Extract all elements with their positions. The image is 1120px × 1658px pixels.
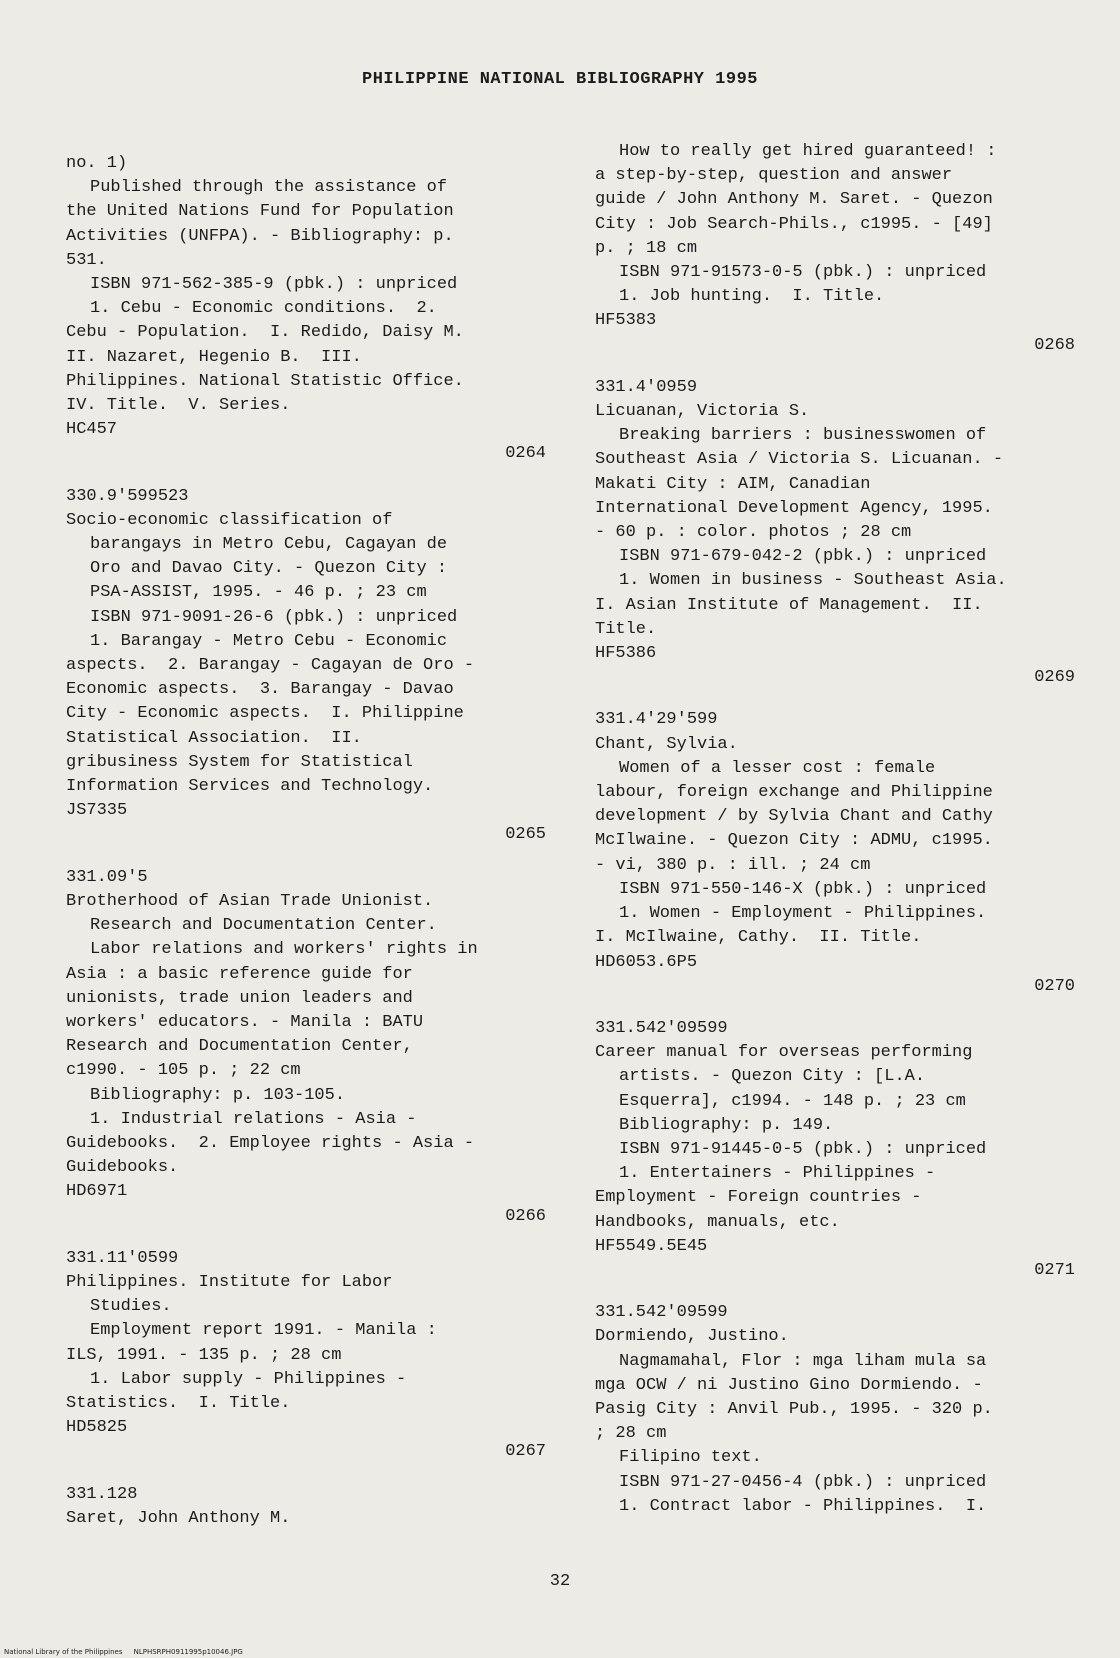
entry-line: ; 28 cm (595, 1424, 667, 1444)
bibliographic-entry (595, 140, 1075, 358)
entry-line: Information Services and Technology. (66, 777, 434, 797)
entry-line: Nagmamahal, Flor : mga liham mula sa (619, 1351, 987, 1371)
entry-line: IV. Title. V. Series. (66, 396, 291, 416)
record-number: 0269 (1034, 668, 1075, 688)
entry-line: Research and Documentation Center, (66, 1037, 413, 1057)
entry-line: Southeast Asia / Victoria S. Licuanan. - (595, 450, 1004, 470)
entry-line: 331.128 (66, 1484, 138, 1504)
entry-line: - 60 p. : color. photos ; 28 cm (595, 523, 912, 543)
entry-line: Employment - Foreign countries - (595, 1188, 922, 1208)
entry-line: 331.11'0599 (66, 1248, 179, 1268)
entry-line: guide / John Anthony M. Saret. - Quezon (595, 190, 993, 210)
entry-line: Statistical Association. II. (66, 728, 362, 748)
bibliographic-entry (66, 866, 546, 1229)
entry-line: Socio-economic classification of (66, 510, 393, 530)
entry-line: HF5383 (595, 311, 657, 331)
entry-line: gribusiness System for Statistical (66, 752, 413, 772)
entry-line: Bibliography: p. 103-105. (90, 1085, 346, 1105)
entry-line: ISBN 971-550-146-X (pbk.) : unpriced (619, 879, 987, 899)
entry-line: Handbooks, manuals, etc. (595, 1212, 840, 1232)
entry-line: ILS, 1991. - 135 p. ; 28 cm (66, 1345, 342, 1365)
entry-line: the United Nations Fund for Population (66, 202, 454, 222)
entry-line: Title. (595, 619, 657, 639)
entry-line: Employment report 1991. - Manila : (90, 1321, 437, 1341)
entry-line: Career manual for overseas performing (595, 1043, 973, 1063)
entry-line: Published through the assistance of (90, 178, 448, 198)
left-column (66, 152, 546, 1549)
entry-line: Philippines. National Statistic Office. (66, 371, 464, 391)
entry-line: ISBN 971-9091-26-6 (pbk.) : unpriced (90, 607, 458, 627)
record-number: 0266 (505, 1206, 546, 1226)
entry-line: Licuanan, Victoria S. (595, 402, 810, 422)
entry-line: 331.4'0959 (595, 377, 698, 397)
entry-line: development / by Sylvia Chant and Cathy (595, 807, 993, 827)
bibliographic-entry (595, 708, 1075, 998)
entry-line: no. 1) (66, 154, 128, 173)
entry-line: ISBN 971-91445-0-5 (pbk.) : unpriced (619, 1139, 987, 1159)
entry-line: aspects. 2. Barangay - Cagayan de Oro - (66, 656, 475, 676)
entry-line: labour, foreign exchange and Philippine (595, 783, 993, 803)
entry-line: 1. Contract labor - Philippines. I. (619, 1496, 987, 1516)
entry-line: 1. Women - Employment - Philippines. (619, 904, 987, 924)
entry-line: I. McIlwaine, Cathy. II. Title. (595, 928, 922, 948)
entry-line: Dormiendo, Justino. (595, 1327, 789, 1347)
entry-line: 1. Women in business - Southeast Asia. (619, 571, 1007, 591)
record-number: 0264 (505, 444, 546, 464)
record-number: 0265 (505, 825, 546, 845)
record-number: 0267 (505, 1442, 546, 1462)
entry-line: workers' educators. - Manila : BATU (66, 1012, 424, 1032)
entry-line: 1. Entertainers - Philippines - (619, 1164, 936, 1184)
entry-line: c1990. - 105 p. ; 22 cm (66, 1061, 301, 1081)
entry-line: Philippines. Institute for Labor (66, 1272, 393, 1292)
entry-line: Chant, Sylvia. (595, 734, 738, 754)
entry-line: HD5825 (66, 1418, 128, 1438)
entry-line: City - Economic aspects. I. Philippine (66, 704, 464, 724)
entry-line: 1. Industrial relations - Asia - (90, 1109, 417, 1129)
record-number: 0270 (1034, 976, 1075, 996)
entry-line: mga OCW / ni Justino Gino Dormiendo. - (595, 1375, 983, 1395)
entry-line: a step-by-step, question and answer (595, 166, 953, 186)
entry-line: Activities (UNFPA). - Bibliography: p. (66, 226, 454, 246)
entry-line: Cebu - Population. I. Redido, Daisy M. (66, 323, 464, 343)
entry-line: Economic aspects. 3. Barangay - Davao (66, 680, 454, 700)
bibliographic-entry (66, 1247, 546, 1465)
entry-line: Brotherhood of Asian Trade Unionist. (66, 891, 434, 911)
entry-line: 1. Job hunting. I. Title. (619, 287, 885, 307)
entry-line: HC457 (66, 420, 118, 440)
entry-line: 331.542'09599 (595, 1018, 728, 1038)
entry-line: ISBN 971-91573-0-5 (pbk.) : unpriced (619, 263, 987, 283)
page-number: 32 (549, 1572, 571, 1591)
entry-line: I. Asian Institute of Management. II. (595, 595, 983, 615)
entry-line: Statistics. I. Title. (66, 1393, 291, 1413)
entry-line: Research and Documentation Center. (90, 916, 437, 936)
entry-line: Guidebooks. 2. Employee rights - Asia - (66, 1133, 475, 1153)
entry-line: HF5549.5E45 (595, 1236, 708, 1256)
entry-line: 330.9'599523 (66, 486, 189, 506)
entry-line: Women of a lesser cost : female (619, 758, 936, 778)
entry-line: International Development Agency, 1995. (595, 498, 993, 518)
entry-line: Saret, John Anthony M. (66, 1508, 291, 1528)
bibliographic-entry (595, 1017, 1075, 1283)
entry-line: City : Job Search-Phils., c1995. - [49] (595, 214, 993, 234)
entry-line: Oro and Davao City. - Quezon City : (90, 559, 448, 579)
entry-line: 331.4'29'599 (595, 710, 718, 730)
entry-line: unionists, trade union leaders and (66, 988, 413, 1008)
entry-line: barangays in Metro Cebu, Cagayan de (90, 535, 448, 555)
entry-line: 531. (66, 250, 107, 270)
entry-line: 1. Barangay - Metro Cebu - Economic (90, 631, 448, 651)
entry-line: Breaking barriers : businesswomen of (619, 426, 987, 446)
bibliographic-entry (595, 1301, 1075, 1519)
page-header: PHILIPPINE NATIONAL BIBLIOGRAPHY 1995 (362, 70, 758, 89)
bibliographic-entry (66, 1483, 546, 1531)
entry-line: - vi, 380 p. : ill. ; 24 cm (595, 855, 871, 875)
record-number: 0268 (1034, 335, 1075, 355)
entry-line: HF5386 (595, 644, 657, 664)
entry-line: JS7335 (66, 801, 128, 821)
entry-line: HD6053.6P5 (595, 952, 698, 972)
entry-line: p. ; 18 cm (595, 238, 698, 258)
entry-line: McIlwaine. - Quezon City : ADMU, c1995. (595, 831, 993, 851)
entry-line: 331.09'5 (66, 867, 148, 887)
entry-line: ISBN 971-679-042-2 (pbk.) : unpriced (619, 547, 987, 567)
scan-footer: National Library of the Philippines NLPHSRPH0911995p10046.JPG (4, 1648, 243, 1656)
entry-line: Guidebooks. (66, 1158, 179, 1178)
entry-line: 1. Labor supply - Philippines - (90, 1369, 407, 1389)
entry-line: ISBN 971-27-0456-4 (pbk.) : unpriced (619, 1472, 987, 1492)
bibliographic-entry (66, 485, 546, 848)
bibliographic-entry (595, 376, 1075, 691)
entry-line: Studies. (90, 1297, 172, 1317)
entry-line: How to really get hired guaranteed! : (619, 142, 997, 161)
bibliographic-entry (66, 152, 546, 467)
entry-line: HD6971 (66, 1182, 128, 1202)
entry-line: Esquerra], c1994. - 148 p. ; 23 cm (619, 1091, 966, 1111)
entry-line: Makati City : AIM, Canadian (595, 474, 871, 494)
record-number: 0271 (1034, 1260, 1075, 1280)
entry-line: ISBN 971-562-385-9 (pbk.) : unpriced (90, 275, 458, 295)
entry-line: Filipino text. (619, 1448, 762, 1468)
entry-line: PSA-ASSIST, 1995. - 46 p. ; 23 cm (90, 583, 427, 603)
entry-line: II. Nazaret, Hegenio B. III. (66, 347, 362, 367)
entry-line: artists. - Quezon City : [L.A. (619, 1067, 926, 1087)
entry-line: Bibliography: p. 149. (619, 1115, 834, 1135)
entry-line: Labor relations and workers' rights in (90, 940, 478, 960)
entry-line: 1. Cebu - Economic conditions. 2. (90, 299, 437, 319)
right-column (595, 140, 1075, 1537)
entry-line: Pasig City : Anvil Pub., 1995. - 320 p. (595, 1399, 993, 1419)
entry-line: 331.542'09599 (595, 1303, 728, 1323)
entry-line: Asia : a basic reference guide for (66, 964, 413, 984)
